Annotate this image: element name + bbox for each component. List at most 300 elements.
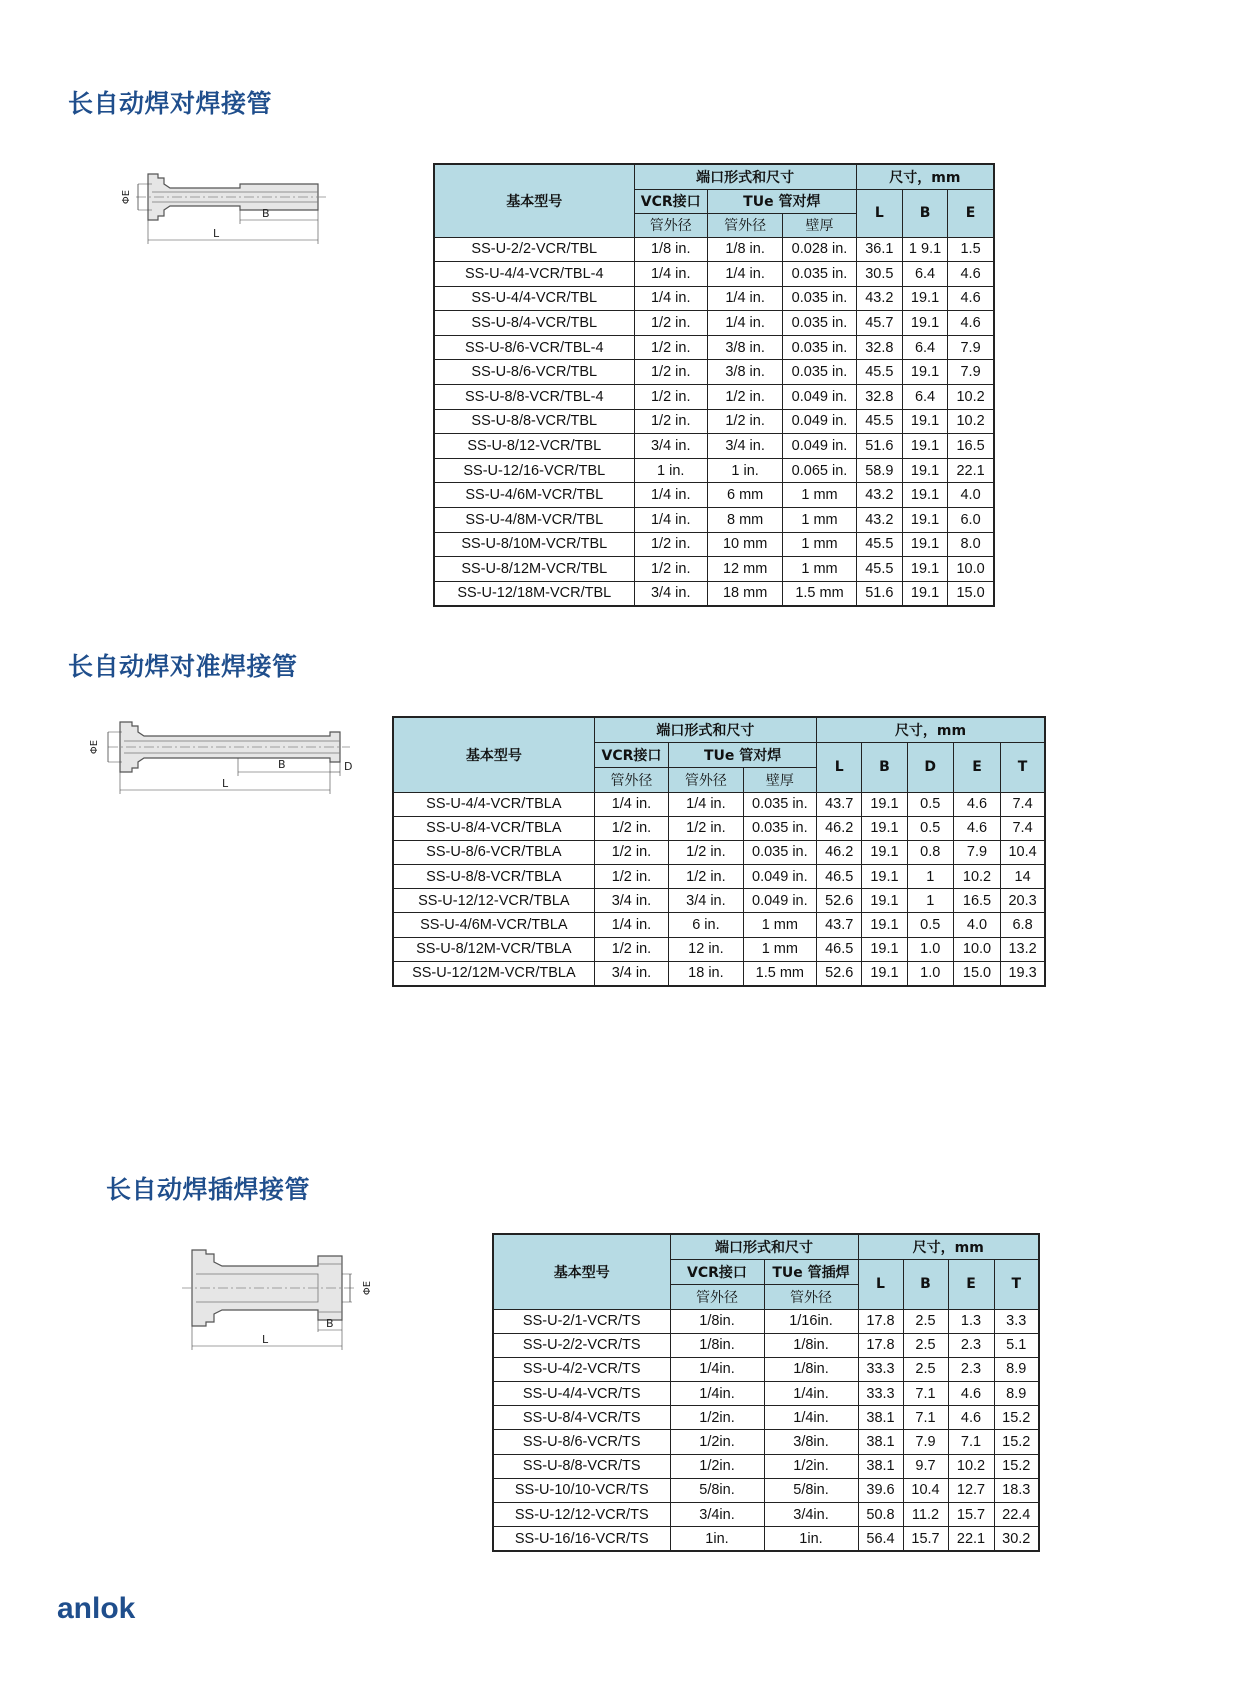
value-cell: 6 mm [707,483,782,508]
header-dim-b: B [902,189,947,237]
value-cell: 1/4in. [670,1357,764,1381]
value-cell: 4.6 [948,1406,994,1430]
value-cell: 1/4 in. [634,508,707,533]
value-cell: 43.2 [856,483,902,508]
header-dim-l: L [856,189,902,237]
value-cell: 19.1 [902,581,947,606]
value-cell: 6.8 [1001,913,1045,937]
value-cell: 1/4in. [764,1382,858,1406]
model-cell: SS-U-8/4-VCR/TBL [434,311,634,336]
value-cell: 0.028 in. [783,237,856,262]
value-cell: 1/2 in. [634,557,707,582]
model-cell: SS-U-8/4-VCR/TBLA [393,816,594,840]
value-cell: 1/4in. [670,1382,764,1406]
value-cell: 0.049 in. [783,409,856,434]
value-cell: 1/2 in. [707,385,782,410]
value-cell: 5/8in. [764,1478,858,1502]
value-cell: 1in. [670,1527,764,1551]
value-cell: 12 in. [669,937,743,961]
value-cell: 52.6 [817,889,862,913]
value-cell: 15.7 [948,1503,994,1527]
dimension-l-label: L [213,227,220,240]
table-row [393,865,1045,889]
value-cell: 19.1 [862,792,907,816]
model-cell: SS-U-8/8-VCR/TBL-4 [434,385,634,410]
value-cell: 1/2in. [764,1454,858,1478]
value-cell: 1 mm [783,557,856,582]
value-cell: 16.5 [953,889,1000,913]
value-cell: 7.9 [948,335,994,360]
value-cell: 45.5 [856,360,902,385]
value-cell: 52.6 [817,961,862,985]
header-port-form: 端口形式和尺寸 [634,164,856,189]
diameter-e-label: ΦE [89,739,100,755]
table-row [493,1406,1039,1430]
value-cell: 14 [1001,865,1045,889]
table-row [493,1454,1039,1478]
table-row [493,1333,1039,1357]
value-cell: 15.2 [994,1406,1039,1430]
value-cell: 0.035 in. [783,360,856,385]
value-cell: 19.1 [862,961,907,985]
value-cell: 43.7 [817,913,862,937]
value-cell: 13.2 [1001,937,1045,961]
model-cell: SS-U-4/6M-VCR/TBLA [393,913,594,937]
tube-butt-weld-drawing [112,160,332,252]
model-cell: SS-U-12/18M-VCR/TBL [434,581,634,606]
value-cell: 8.9 [994,1357,1039,1381]
dimension-l-label: L [262,1333,269,1346]
value-cell: 1 mm [783,532,856,557]
value-cell: 1/2 in. [634,335,707,360]
value-cell: 4.6 [948,262,994,287]
model-cell: SS-U-4/4-VCR/TBL-4 [434,262,634,287]
table-row [434,237,994,262]
value-cell: 7.4 [1001,816,1045,840]
table-row [434,311,994,336]
header-wall: 壁厚 [783,213,856,237]
header-dim-t: T [1001,742,1045,792]
model-cell: SS-U-12/16-VCR/TBL [434,458,634,483]
model-cell: SS-U-8/12-VCR/TBL [434,434,634,459]
value-cell: 10.4 [903,1478,948,1502]
value-cell: 7.1 [903,1382,948,1406]
value-cell: 0.049 in. [783,385,856,410]
value-cell: 1 9.1 [902,237,947,262]
value-cell: 7.1 [903,1406,948,1430]
value-cell: 1/2in. [670,1430,764,1454]
value-cell: 38.1 [858,1430,903,1454]
value-cell: 1.3 [948,1309,994,1333]
value-cell: 45.5 [856,557,902,582]
header-vcr: VCR接口 [594,742,668,767]
value-cell: 1.5 mm [743,961,816,985]
value-cell: 7.9 [953,840,1000,864]
value-cell: 0.049 in. [743,865,816,889]
value-cell: 38.1 [858,1454,903,1478]
header-od-vcr: 管外径 [670,1284,764,1309]
value-cell: 1 in. [634,458,707,483]
value-cell: 39.6 [858,1478,903,1502]
model-cell: SS-U-4/4-VCR/TS [493,1382,670,1406]
header-port-form: 端口形式和尺寸 [670,1234,858,1259]
model-cell: SS-U-12/12-VCR/TBLA [393,889,594,913]
value-cell: 1/2 in. [634,409,707,434]
aligned-weld-spec-table [392,716,1046,987]
model-cell: SS-U-8/8-VCR/TBLA [393,865,594,889]
value-cell: 17.8 [858,1309,903,1333]
header-dim-l: L [858,1259,903,1309]
header-od-vcr: 管外径 [594,767,668,792]
value-cell: 11.2 [903,1503,948,1527]
value-cell: 9.7 [903,1454,948,1478]
value-cell: 4.0 [953,913,1000,937]
value-cell: 1 mm [783,508,856,533]
model-cell: SS-U-4/6M-VCR/TBL [434,483,634,508]
value-cell: 1/8in. [764,1357,858,1381]
table-row [393,816,1045,840]
value-cell: 30.2 [994,1527,1039,1551]
value-cell: 3/4 in. [634,581,707,606]
value-cell: 45.5 [856,532,902,557]
value-cell: 16.5 [948,434,994,459]
value-cell: 4.6 [948,1382,994,1406]
value-cell: 0.049 in. [783,434,856,459]
value-cell: 0.5 [907,792,953,816]
value-cell: 1in. [764,1527,858,1551]
value-cell: 1/4 in. [669,792,743,816]
model-cell: SS-U-2/2-VCR/TBL [434,237,634,262]
value-cell: 32.8 [856,385,902,410]
value-cell: 8.0 [948,532,994,557]
value-cell: 1/2in. [670,1406,764,1430]
value-cell: 1/8 in. [634,237,707,262]
value-cell: 10.2 [948,409,994,434]
diameter-e-label: ΦE [121,189,132,205]
table-row [434,458,994,483]
model-cell: SS-U-12/12M-VCR/TBLA [393,961,594,985]
value-cell: 1/8in. [670,1333,764,1357]
dimension-l-label: L [222,777,229,790]
value-cell: 1.5 [948,237,994,262]
table-row [393,889,1045,913]
value-cell: 43.2 [856,508,902,533]
value-cell: 12.7 [948,1478,994,1502]
value-cell: 22.1 [948,458,994,483]
value-cell: 3/4 in. [594,889,668,913]
value-cell: 15.2 [994,1454,1039,1478]
value-cell: 1.0 [907,961,953,985]
model-cell: SS-U-8/8-VCR/TS [493,1454,670,1478]
dimension-b-label: B [262,207,270,220]
value-cell: 10.2 [953,865,1000,889]
header-od-tube: 管外径 [707,213,782,237]
table-row [434,557,994,582]
model-cell: SS-U-8/6-VCR/TBLA [393,840,594,864]
value-cell: 7.1 [948,1430,994,1454]
value-cell: 33.3 [858,1357,903,1381]
value-cell: 10 mm [707,532,782,557]
value-cell: 3/4 in. [594,961,668,985]
value-cell: 12 mm [707,557,782,582]
value-cell: 19.1 [862,937,907,961]
model-cell: SS-U-12/12-VCR/TS [493,1503,670,1527]
value-cell: 0.5 [907,816,953,840]
table-row [434,262,994,287]
header-dimensions: 尺寸，mm [817,717,1045,742]
value-cell: 45.5 [856,409,902,434]
section-title-butt-weld: 长自动焊对焊接管 [68,89,273,118]
value-cell: 46.2 [817,840,862,864]
value-cell: 6.4 [902,262,947,287]
model-cell: SS-U-8/10M-VCR/TBL [434,532,634,557]
header-model: 基本型号 [493,1234,670,1309]
value-cell: 4.0 [948,483,994,508]
value-cell: 58.9 [856,458,902,483]
header-dimensions: 尺寸，mm [858,1234,1039,1259]
value-cell: 46.2 [817,816,862,840]
value-cell: 1/2 in. [669,840,743,864]
header-model: 基本型号 [393,717,594,792]
table-row [434,581,994,606]
value-cell: 43.7 [817,792,862,816]
value-cell: 19.1 [902,409,947,434]
table-row [493,1309,1039,1333]
value-cell: 2.3 [948,1357,994,1381]
value-cell: 1/4 in. [634,483,707,508]
value-cell: 0.035 in. [743,792,816,816]
value-cell: 1/4 in. [594,792,668,816]
value-cell: 5/8in. [670,1478,764,1502]
table-row [393,913,1045,937]
value-cell: 33.3 [858,1382,903,1406]
value-cell: 46.5 [817,865,862,889]
table-row [393,937,1045,961]
table-row [493,1478,1039,1502]
value-cell: 4.6 [953,816,1000,840]
value-cell: 1/2 in. [634,532,707,557]
header-dim-t: T [994,1259,1039,1309]
value-cell: 0.035 in. [783,262,856,287]
value-cell: 1/2 in. [634,311,707,336]
value-cell: 3/4 in. [669,889,743,913]
table-row [434,508,994,533]
header-vcr: VCR接口 [670,1259,764,1284]
value-cell: 4.6 [948,311,994,336]
value-cell: 3/8in. [764,1430,858,1454]
model-cell: SS-U-16/16-VCR/TS [493,1527,670,1551]
header-tue: TUe 管对焊 [707,189,856,213]
header-tue: TUe 管对焊 [669,742,817,767]
model-cell: SS-U-8/8-VCR/TBL [434,409,634,434]
model-cell: SS-U-2/2-VCR/TS [493,1333,670,1357]
value-cell: 0.035 in. [783,311,856,336]
value-cell: 18 in. [669,961,743,985]
value-cell: 2.5 [903,1357,948,1381]
tube-aligned-weld-drawing [78,710,368,802]
value-cell: 4.6 [953,792,1000,816]
section-title-aligned-weld: 长自动焊对准焊接管 [68,652,298,681]
value-cell: 19.1 [902,458,947,483]
value-cell: 8 mm [707,508,782,533]
tube-socket-weld-drawing [178,1232,398,1356]
header-dim-e: E [948,189,994,237]
table-row [493,1357,1039,1381]
value-cell: 8.9 [994,1382,1039,1406]
table-row [493,1430,1039,1454]
table-row [393,840,1045,864]
value-cell: 50.8 [858,1503,903,1527]
model-cell: SS-U-4/2-VCR/TS [493,1357,670,1381]
model-cell: SS-U-4/4-VCR/TBLA [393,792,594,816]
diameter-e-label: ΦE [362,1280,373,1296]
value-cell: 10.2 [948,385,994,410]
value-cell: 15.2 [994,1430,1039,1454]
value-cell: 19.1 [862,913,907,937]
value-cell: 19.1 [862,865,907,889]
socket-weld-spec-table [492,1233,1040,1552]
header-wall: 壁厚 [743,767,816,792]
header-port-form: 端口形式和尺寸 [594,717,816,742]
value-cell: 10.4 [1001,840,1045,864]
value-cell: 1/4 in. [707,262,782,287]
value-cell: 15.0 [948,581,994,606]
value-cell: 4.6 [948,286,994,311]
dimension-b-label: B [326,1317,334,1330]
value-cell: 46.5 [817,937,862,961]
value-cell: 17.8 [858,1333,903,1357]
value-cell: 3.3 [994,1309,1039,1333]
header-dim-d: D [907,742,953,792]
value-cell: 19.1 [862,816,907,840]
table-row [434,286,994,311]
value-cell: 1/4 in. [634,286,707,311]
table-row [493,1527,1039,1551]
table-row [434,385,994,410]
header-dimensions: 尺寸，mm [856,164,994,189]
value-cell: 2.5 [903,1309,948,1333]
value-cell: 19.1 [902,360,947,385]
value-cell: 1/2 in. [707,409,782,434]
model-cell: SS-U-4/8M-VCR/TBL [434,508,634,533]
value-cell: 0.035 in. [743,816,816,840]
value-cell: 1/4 in. [634,262,707,287]
header-tue: TUe 管插焊 [764,1259,858,1284]
table-row [434,335,994,360]
value-cell: 1/2 in. [594,840,668,864]
value-cell: 1/4 in. [707,286,782,311]
value-cell: 1/2 in. [594,816,668,840]
model-cell: SS-U-8/12M-VCR/TBLA [393,937,594,961]
value-cell: 38.1 [858,1406,903,1430]
value-cell: 19.1 [862,889,907,913]
table-row [434,483,994,508]
table-row [493,1382,1039,1406]
value-cell: 2.5 [903,1333,948,1357]
value-cell: 6.0 [948,508,994,533]
header-dim-b: B [903,1259,948,1309]
value-cell: 19.1 [902,532,947,557]
value-cell: 0.035 in. [743,840,816,864]
value-cell: 3/8 in. [707,360,782,385]
value-cell: 18 mm [707,581,782,606]
table-row [434,409,994,434]
value-cell: 1 mm [743,913,816,937]
value-cell: 6.4 [902,385,947,410]
dimension-b-label: B [278,758,286,771]
value-cell: 1/2 in. [634,385,707,410]
model-cell: SS-U-4/4-VCR/TBL [434,286,634,311]
value-cell: 20.3 [1001,889,1045,913]
value-cell: 0.8 [907,840,953,864]
value-cell: 1/4 in. [594,913,668,937]
value-cell: 10.2 [948,1454,994,1478]
value-cell: 1/2 in. [669,816,743,840]
value-cell: 2.3 [948,1333,994,1357]
value-cell: 1/16in. [764,1309,858,1333]
value-cell: 56.4 [858,1527,903,1551]
value-cell: 22.1 [948,1527,994,1551]
value-cell: 7.9 [903,1430,948,1454]
header-od-vcr: 管外径 [634,213,707,237]
value-cell: 1 [907,865,953,889]
value-cell: 3/4in. [670,1503,764,1527]
table-row [393,961,1045,985]
model-cell: SS-U-2/1-VCR/TS [493,1309,670,1333]
value-cell: 19.1 [862,840,907,864]
table-row [393,792,1045,816]
value-cell: 0.035 in. [783,286,856,311]
value-cell: 19.1 [902,311,947,336]
value-cell: 19.1 [902,508,947,533]
value-cell: 0.035 in. [783,335,856,360]
value-cell: 15.7 [903,1527,948,1551]
table-row [434,360,994,385]
table-row [434,434,994,459]
section-title-socket-weld: 长自动焊插焊接管 [106,1175,311,1204]
table-row [493,1503,1039,1527]
model-cell: SS-U-8/6-VCR/TS [493,1430,670,1454]
model-cell: SS-U-10/10-VCR/TS [493,1478,670,1502]
value-cell: 1/2in. [670,1454,764,1478]
value-cell: 7.4 [1001,792,1045,816]
value-cell: 1/2 in. [634,360,707,385]
value-cell: 1.0 [907,937,953,961]
value-cell: 0.049 in. [743,889,816,913]
value-cell: 7.9 [948,360,994,385]
value-cell: 3/4 in. [707,434,782,459]
header-vcr: VCR接口 [634,189,707,213]
value-cell: 1 mm [783,483,856,508]
value-cell: 5.1 [994,1333,1039,1357]
value-cell: 6 in. [669,913,743,937]
value-cell: 3/8 in. [707,335,782,360]
value-cell: 6.4 [902,335,947,360]
value-cell: 0.5 [907,913,953,937]
value-cell: 1 in. [707,458,782,483]
value-cell: 51.6 [856,434,902,459]
value-cell: 1/8in. [764,1333,858,1357]
value-cell: 36.1 [856,237,902,262]
value-cell: 10.0 [948,557,994,582]
value-cell: 3/4in. [764,1503,858,1527]
value-cell: 1/4 in. [707,311,782,336]
value-cell: 1/8 in. [707,237,782,262]
value-cell: 10.0 [953,937,1000,961]
model-cell: SS-U-8/6-VCR/TBL [434,360,634,385]
model-cell: SS-U-8/4-VCR/TS [493,1406,670,1430]
header-od-tube: 管外径 [764,1284,858,1309]
